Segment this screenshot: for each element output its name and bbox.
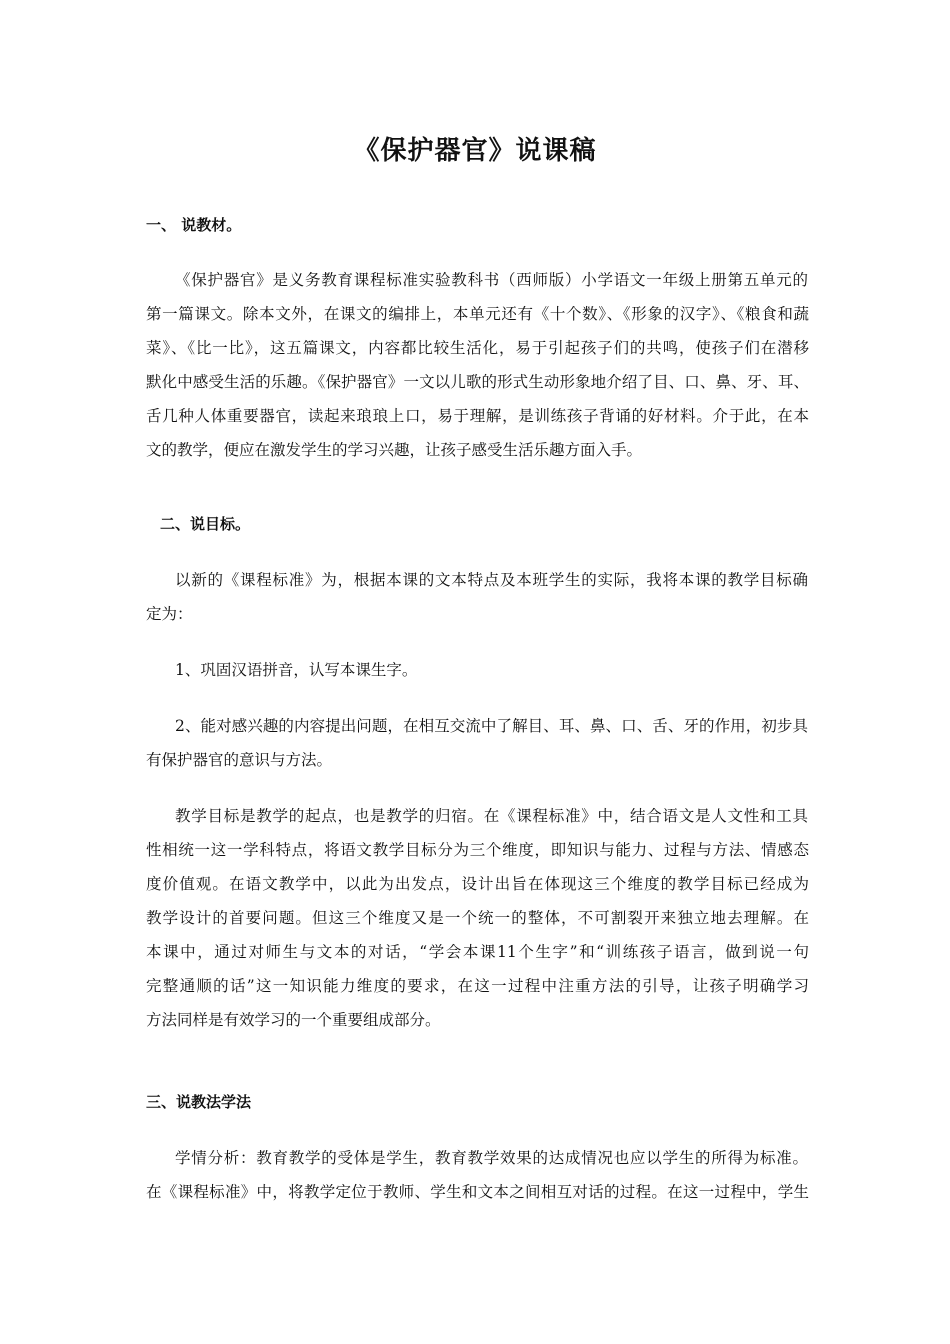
- paragraph-line: 默化中感受生活的乐趣。《保护器官》一文以儿歌的形式生动形象地介绍了目、口、鼻、牙、耳、: [146, 373, 809, 391]
- paragraph-line: 菜》、《比一比》，这五篇课文，内容都比较生活化，易于引起孩子们的共鸣，使孩子们在潜移: [146, 339, 809, 357]
- paragraph-line: 定为：: [146, 605, 193, 623]
- paragraph-line: 有保护器官的意识与方法。: [146, 751, 333, 769]
- paragraph-line: 本课中，通过对师生与文本的对话，“学会本课11个生字”和“训练孩子语言，做到说一句: [146, 943, 809, 961]
- paragraph-line: 在《课程标准》中，将教学定位于教师、学生和文本之间相互对话的过程。在这一过程中，学生: [146, 1183, 809, 1201]
- paragraph-line: 学情分析：教育教学的受体是学生，教育教学效果的达成情况也应以学生的所得为标准。: [175, 1149, 808, 1167]
- section-heading-3: 三、说教法学法: [146, 1093, 252, 1111]
- paragraph-line: 教学设计的首要问题。但这三个维度又是一个统一的整体，不可割裂开来独立地去理解。在: [146, 909, 809, 927]
- paragraph-line: 《保护器官》是义务教育课程标准实验教科书（西师版）小学语文一年级上册第五单元的: [175, 271, 808, 289]
- paragraph-line: 文的教学，便应在激发学生的学习兴趣，让孩子感受生活乐趣方面入手。: [146, 441, 643, 459]
- paragraph-line: 度价值观。在语文教学中，以此为出发点，设计出旨在体现这三个维度的教学目标已经成为: [146, 875, 809, 893]
- paragraph-line: 第一篇课文。除本文外，在课文的编排上，本单元还有《十个数》、《形象的汉字》、《粮食和蔬: [146, 305, 809, 323]
- paragraph-line: 方法同样是有效学习的一个重要组成部分。: [146, 1011, 441, 1029]
- section-heading-1: 一、 说教材。: [146, 216, 242, 234]
- document-title: 《保护器官》说课稿: [353, 136, 597, 166]
- list-item-2: 2、能对感兴趣的内容提出问题，在相互交流中了解目、耳、鼻、口、舌、牙的作用，初步具: [175, 717, 808, 735]
- paragraph-line: 舌几种人体重要器官，读起来琅琅上口，易于理解，是训练孩子背诵的好材料。介于此，在本: [146, 407, 809, 425]
- list-item-1: 1、巩固汉语拼音，认写本课生字。: [175, 661, 418, 679]
- paragraph-line: 性相统一这一学科特点，将语文教学目标分为三个维度，即知识与能力、过程与方法、情感态: [146, 841, 809, 859]
- paragraph-line: 以新的《课程标准》为，根据本课的文本特点及本班学生的实际，我将本课的教学目标确: [175, 571, 808, 589]
- paragraph-line: 教学目标是教学的起点，也是教学的归宿。在《课程标准》中，结合语文是人文性和工具: [175, 807, 808, 825]
- section-heading-2: 二、说目标。: [160, 515, 251, 533]
- paragraph-line: 完整通顺的话”这一知识能力维度的要求，在这一过程中注重方法的引导，让孩子明确学习: [146, 977, 809, 995]
